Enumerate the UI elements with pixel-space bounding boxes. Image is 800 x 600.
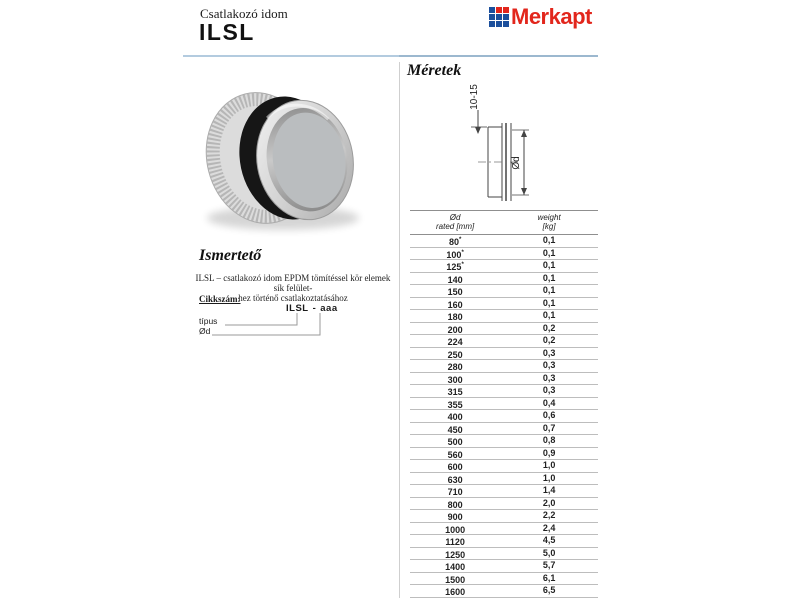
diameter-column-header bbox=[410, 213, 500, 231]
weight-cell: 4,5 bbox=[542, 535, 556, 545]
weight-cell: 0,1 bbox=[542, 310, 556, 320]
table-body bbox=[410, 235, 598, 598]
diameter-cell: 200 bbox=[447, 324, 463, 335]
product-category: Csatlakozó idom bbox=[200, 6, 288, 21]
diameter-cell: 900 bbox=[447, 512, 463, 522]
table-header bbox=[410, 210, 598, 235]
table-row bbox=[410, 348, 598, 361]
table-row bbox=[410, 335, 598, 348]
column-separator bbox=[399, 62, 400, 598]
diameter-cell: 140 bbox=[447, 274, 463, 285]
table-row bbox=[410, 285, 598, 298]
table-row bbox=[410, 523, 598, 536]
table-row bbox=[410, 460, 598, 473]
table-row bbox=[410, 535, 598, 548]
logo-tile bbox=[496, 21, 502, 27]
table-row bbox=[410, 585, 598, 598]
table-row bbox=[410, 323, 598, 336]
table-row bbox=[410, 573, 598, 586]
diameter-cell: 250 bbox=[447, 349, 463, 360]
weight-cell: 0,3 bbox=[542, 360, 556, 370]
table-row bbox=[410, 260, 598, 273]
table-row bbox=[410, 373, 598, 386]
diameter-cell: 1250 bbox=[445, 549, 466, 560]
weight-cell: 0,1 bbox=[542, 285, 556, 295]
diameter-cell: 1500 bbox=[445, 574, 466, 585]
table-row bbox=[410, 548, 598, 561]
diameter-cell: 710 bbox=[447, 487, 463, 497]
diameter-label: Ød bbox=[511, 156, 522, 170]
diameter-cell: 180 bbox=[447, 312, 463, 322]
table-row bbox=[410, 273, 598, 286]
table-row bbox=[410, 485, 598, 498]
logo-tile bbox=[489, 14, 495, 20]
weight-cell: 0,1 bbox=[542, 297, 556, 308]
diameter-header-line1: Ød bbox=[449, 213, 461, 222]
footnote-marker: * bbox=[458, 237, 462, 243]
description-line-2: hez történő csatlakoztatásához bbox=[238, 293, 348, 303]
sku-param-type: típus bbox=[199, 316, 218, 326]
footnote-marker: * bbox=[461, 249, 464, 256]
diameter-cell: 80* bbox=[448, 237, 462, 247]
weight-cell: 5,7 bbox=[542, 560, 556, 570]
weight-column-header bbox=[500, 213, 598, 231]
weight-cell: 0,6 bbox=[542, 410, 556, 420]
weight-cell: 0,1 bbox=[542, 235, 556, 245]
diameter-cell: 125* bbox=[446, 262, 464, 272]
diameter-cell: 1120 bbox=[445, 537, 465, 547]
product-photo bbox=[183, 58, 392, 246]
logo-tile bbox=[503, 14, 509, 20]
logo-tile bbox=[503, 7, 509, 13]
diameter-cell: 160 bbox=[447, 299, 463, 310]
table-row bbox=[410, 473, 598, 486]
diameter-cell: 400 bbox=[447, 412, 463, 422]
diameter-cell: 800 bbox=[447, 499, 463, 510]
sku-diagram-lines bbox=[199, 308, 379, 340]
weight-header-line1: weight bbox=[537, 213, 561, 222]
sku-param-diameter: Ød bbox=[199, 326, 211, 336]
diameter-cell: 630 bbox=[447, 474, 463, 485]
weight-cell: 0,8 bbox=[542, 435, 556, 445]
dimension-drawing bbox=[416, 78, 594, 210]
table-row bbox=[410, 510, 598, 523]
diameter-cell: 500 bbox=[447, 437, 463, 447]
diameter-cell: 1400 bbox=[445, 562, 466, 572]
table-row bbox=[410, 360, 598, 373]
diameter-cell: 280 bbox=[447, 362, 463, 372]
weight-cell: 0,2 bbox=[542, 322, 556, 333]
table-row bbox=[410, 398, 598, 411]
weight-cell: 5,0 bbox=[542, 547, 556, 558]
diameter-cell: 1000 bbox=[445, 524, 466, 535]
weight-cell: 0,9 bbox=[542, 447, 556, 458]
diameter-cell: 355 bbox=[447, 399, 463, 410]
table-row bbox=[410, 235, 598, 248]
weight-cell: 0,3 bbox=[542, 385, 556, 395]
logo-tile bbox=[496, 7, 502, 13]
weight-cell: 0,1 bbox=[542, 272, 556, 283]
brand-logo bbox=[489, 4, 592, 30]
sku-label: Cikkszám: bbox=[199, 294, 241, 304]
weight-cell: 1,0 bbox=[542, 460, 556, 470]
weight-cell: 2,4 bbox=[542, 522, 556, 533]
header-rule-left bbox=[183, 55, 399, 57]
diameter-cell: 150 bbox=[447, 287, 463, 297]
table-row bbox=[410, 248, 598, 261]
product-code-title: ILSL bbox=[199, 19, 255, 45]
table-row bbox=[410, 423, 598, 436]
weight-cell: 0,7 bbox=[542, 422, 556, 433]
sku-prefix: ILSL bbox=[286, 303, 309, 314]
logo-grid-icon bbox=[489, 7, 509, 27]
logo-tile bbox=[503, 21, 509, 27]
weight-cell: 6,5 bbox=[542, 585, 556, 595]
table-row bbox=[410, 298, 598, 311]
table-row bbox=[410, 385, 598, 398]
diameter-cell: 560 bbox=[447, 449, 463, 460]
weight-cell: 0,3 bbox=[542, 347, 556, 358]
diameter-cell: 1600 bbox=[445, 587, 466, 597]
weight-cell: 6,1 bbox=[542, 572, 556, 583]
weight-cell: 2,2 bbox=[542, 510, 556, 520]
weight-cell: 0,1 bbox=[542, 260, 556, 270]
overview-section-title: Ismertető bbox=[199, 247, 262, 264]
table-row bbox=[410, 498, 598, 511]
logo-tile bbox=[496, 14, 502, 20]
header-rule-right bbox=[399, 55, 598, 57]
weight-cell: 2,0 bbox=[542, 497, 556, 508]
brand-name: Merkapt bbox=[511, 4, 592, 29]
weight-cell: 0,1 bbox=[542, 247, 556, 258]
weight-cell: 0,3 bbox=[542, 372, 556, 383]
logo-tile bbox=[489, 7, 495, 13]
diameter-cell: 450 bbox=[447, 424, 463, 435]
diameter-cell: 300 bbox=[447, 374, 463, 385]
logo-tile bbox=[489, 21, 495, 27]
diameter-header-line2: rated [mm] bbox=[436, 222, 475, 231]
weight-cell: 1,0 bbox=[542, 472, 556, 483]
dimensions-table bbox=[410, 210, 598, 598]
diameter-cell: 224 bbox=[447, 337, 463, 347]
description-line-1: ILSL – csatlakozó idom EPDM tömítéssel kör elemek sík felület- bbox=[195, 273, 391, 293]
diameter-cell: 600 bbox=[447, 462, 463, 472]
sku-placeholder: aaa bbox=[320, 303, 338, 314]
table-row bbox=[410, 448, 598, 461]
weight-header-line2: [kg] bbox=[542, 222, 556, 231]
weight-cell: 0,4 bbox=[542, 397, 556, 408]
table-row bbox=[410, 560, 598, 573]
footnote-marker: * bbox=[461, 262, 464, 268]
table-row bbox=[410, 435, 598, 448]
diameter-cell: 315 bbox=[447, 387, 463, 397]
sku-separator: - bbox=[312, 303, 317, 314]
table-row bbox=[410, 410, 598, 423]
weight-cell: 0,2 bbox=[542, 335, 556, 345]
dimensions-section-title: Méretek bbox=[407, 62, 462, 79]
diameter-cell: 100* bbox=[446, 249, 464, 260]
weight-cell: 1,4 bbox=[542, 485, 556, 495]
insertion-depth-label: 10-15 bbox=[469, 84, 480, 110]
table-row bbox=[410, 310, 598, 323]
